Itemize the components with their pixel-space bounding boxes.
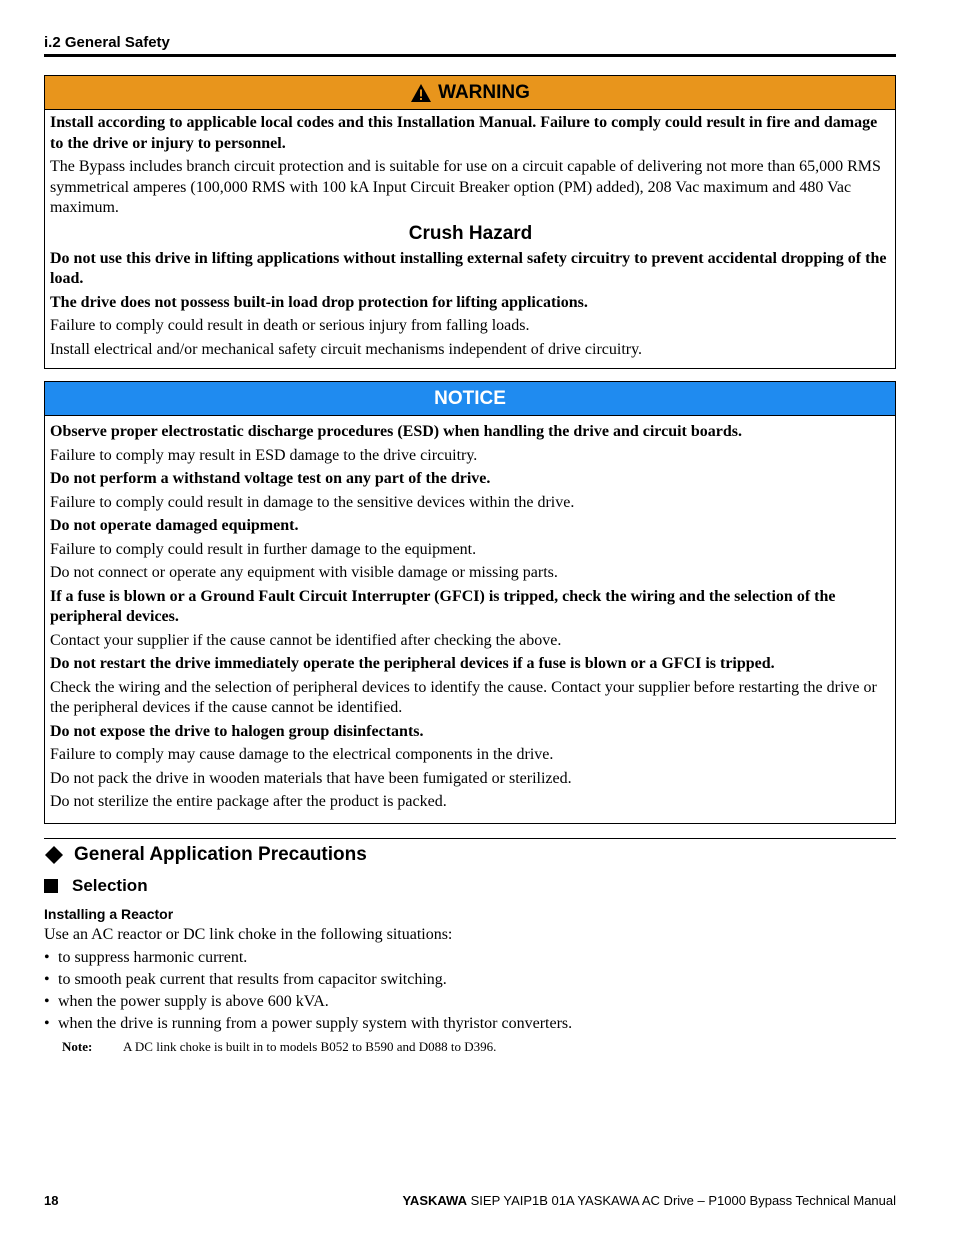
notice-box <box>44 381 896 824</box>
section-title: General Application Precautions <box>74 844 367 865</box>
footer-doc <box>402 1193 896 1208</box>
diamond-icon <box>44 845 64 865</box>
notice-text: Check the wiring and the selection of peripheral devices to identify the cause. Contact your supplier before restarting the drive or the peripheral devices if the cause cannot be identified. <box>50 678 877 716</box>
notice-text: Failure to comply could result in further damage to the equipment. <box>50 540 477 558</box>
notice-text: Failure to comply may result in ESD damage to the drive circuitry. <box>50 446 478 464</box>
notice-text: Do not restart the drive immediately operate the peripheral devices if a fuse is blown or a GFCI is tripped. <box>50 655 775 672</box>
notice-text: If a fuse is blown or a Ground Fault Circuit Interrupter (GFCI) is tripped, check the wiring and the selection of the peripheral devices. <box>50 587 836 625</box>
warning-box <box>44 75 896 369</box>
page-number: 18 <box>44 1193 59 1208</box>
list-item: • when the drive is running from a power supply system with thyristor converters. <box>44 1015 573 1032</box>
warning-text: Install electrical and/or mechanical safety circuit mechanisms independent of drive circuitry. <box>50 340 643 358</box>
section-heading <box>44 844 367 866</box>
notice-text: Do not connect or operate any equipment with visible damage or missing parts. <box>50 564 558 581</box>
notice-text: Observe proper electrostatic discharge procedures (ESD) when handling the drive and circuit boards. <box>50 423 742 440</box>
subsubsection-title: Installing a Reactor <box>44 906 174 922</box>
notice-text: Contact your supplier if the cause cannot be identified after checking the above. <box>50 631 562 649</box>
warning-triangle-icon <box>410 83 432 103</box>
notice-text: Do not perform a withstand voltage test on any part of the drive. <box>50 470 491 487</box>
intro-text: Use an AC reactor or DC link choke in the following situations: <box>44 926 453 943</box>
warning-text: Failure to comply could result in death or serious injury from falling loads. <box>50 317 530 334</box>
list-item: • to suppress harmonic current. <box>44 949 248 966</box>
running-header: i.2 General Safety <box>44 34 896 57</box>
note-text: A DC link choke is built in to models B052 to B590 and D088 to D396. <box>123 1039 497 1054</box>
subsection-title: Selection <box>72 876 148 895</box>
warning-text: Do not use this drive in lifting applications without installing external safety circuitry to prevent accidental dropping of the load. <box>50 249 887 287</box>
notice-text: Failure to comply could result in damage to the sensitive devices within the drive. <box>50 493 575 511</box>
square-icon <box>44 879 58 893</box>
notice-text: Do not pack the drive in wooden materials that have been fumigated or sterilized. <box>50 769 572 787</box>
note <box>62 1039 496 1055</box>
notice-label: NOTICE <box>434 387 506 409</box>
warning-text: The drive does not possess built-in load drop protection for lifting applications. <box>50 293 588 311</box>
notice-text: Failure to comply may cause damage to the electrical components in the drive. <box>50 746 554 763</box>
notice-text: Do not operate damaged equipment. <box>50 517 299 534</box>
notice-header <box>45 382 895 416</box>
list-item: • to smooth peak current that results from capacitor switching. <box>44 971 447 988</box>
warning-text: Install according to applicable local codes and this Installation Manual. Failure to comply could result in fire and damage to the drive or injury to personnel. <box>50 114 878 152</box>
bullet-list <box>44 947 572 1035</box>
notice-text: Do not sterilize the entire package after the product is packed. <box>50 793 447 810</box>
list-item: • when the power supply is above 600 kVA. <box>44 993 329 1010</box>
crush-hazard-heading: Crush Hazard <box>408 222 533 244</box>
footer-brand: YASKAWA <box>402 1193 467 1208</box>
warning-text: The Bypass includes branch circuit protection and is suitable for use on a circuit capable of delivering not more than 65,000 RMS symmetrical amperes (100,000 RMS with 100 kA Input Circuit Breaker option (PM) added), 208 Vac maximum and 480 Vac maximum. <box>50 158 881 216</box>
section-divider <box>44 838 896 839</box>
warning-header <box>45 76 895 110</box>
note-label: Note: <box>62 1039 93 1054</box>
notice-text: Do not expose the drive to halogen group disinfectants. <box>50 722 424 740</box>
subsection-heading <box>44 876 148 896</box>
warning-label: WARNING <box>438 81 530 103</box>
footer-title: SIEP YAIP1B 01A YASKAWA AC Drive – P1000 Bypass Technical Manual <box>467 1193 896 1208</box>
